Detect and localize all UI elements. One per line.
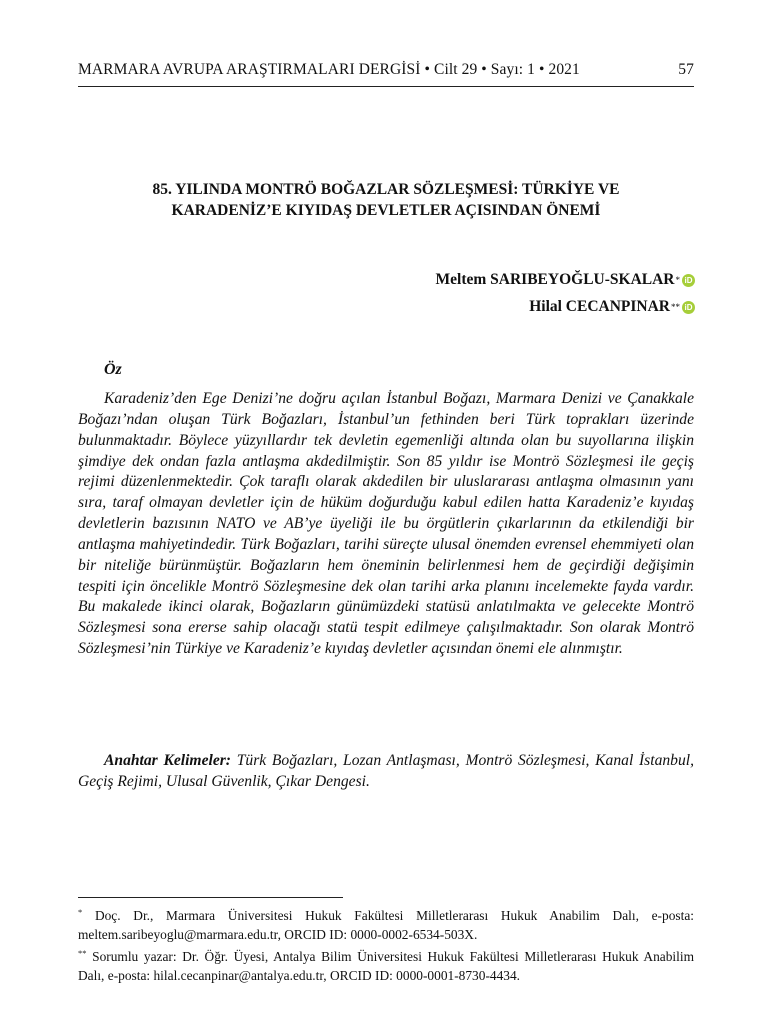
footnote-mark: **: [78, 948, 87, 958]
author-2: [529, 298, 695, 316]
footnote-rule: [78, 897, 343, 898]
page-number: 57: [678, 61, 694, 78]
article-title: [78, 179, 694, 221]
abstract-heading: Öz: [104, 361, 122, 378]
header-rule: [78, 86, 694, 87]
author-footnote-mark: *: [675, 275, 680, 285]
footnotes: [78, 903, 694, 985]
footnote-text: Sorumlu yazar: Dr. Öğr. Üyesi, Antalya Bilim Üniversitesi Hukuk Fakültesi Milletlerarası Hukuk Anabilim Dalı, e-posta: hilal.cecanpinar@antalya.edu.tr, ORCID ID: 0000-0001-8730-4434.: [78, 949, 694, 983]
orcid-icon[interactable]: iD: [682, 274, 695, 287]
keywords: [78, 751, 694, 793]
keywords-text: Türk Boğazları, Lozan Antlaşması, Montrö Sözleşmesi, Kanal İstanbul, Geçiş Rejimi, Ulusal Güvenlik, Çıkar Dengesi.: [78, 752, 695, 790]
author-name: Hilal CECANPINAR: [529, 298, 670, 315]
footnote-2: [78, 944, 694, 985]
footnote-text: Doç. Dr., Marmara Üniversitesi Hukuk Fakültesi Milletlerarası Hukuk Anabilim Dalı, e-posta: meltem.saribeyoglu@marmara.edu.tr, ORCID ID: 0000-0002-6534-503X.: [78, 908, 694, 942]
author-footnote-mark: **: [671, 302, 680, 312]
running-header: [78, 61, 694, 79]
author-1: [436, 271, 695, 289]
title-line-1: 85. YILINDA MONTRÖ BOĞAZLAR SÖZLEŞMESİ: TÜRKİYE VE: [152, 181, 620, 198]
author-name: Meltem SARIBEYOĞLU-SKALAR: [435, 271, 675, 288]
footnote-mark: *: [78, 907, 83, 917]
abstract-text: Karadeniz’den Ege Denizi’ne doğru açılan İstanbul Boğazı, Marmara Denizi ve Çanakkale Boğazı’ndan oluşan Türk Boğazları, İstanbul’un fethinden beri Türk toprakları üzerinde bulunmaktadır. Böylece yüzyıllardır tek devletin egemenliği altında olan bu suyollarına ilişkin şimdiye dek ondan fazla antlaşma akdedilmiştir. Son 85 yıldır ise Montrö Sözleşmesi ile geçiş rejimi düzenlenmektedir. Çok taraflı olarak akdedilen bir uluslararası antlaşma olmasının yanı sıra, taraf olmayan devletler için de hüküm doğurduğu kabul edilen hatta Karadeniz’e kıyıdaş devletlerin bazısının NATO ve AB’ye üyeliği ile bu örgütlerin çıkarlarının da etkilendiği bir antlaşma mahiyetindedir. Türk Boğazları, tarihi süreçte ulusal önemden evrensel ehemmiyeti olan bir niteliğe bürünmüştür. Boğazların hem öneminin belirlenmesi hem de geçirdiği değişimin tespiti için öncelikle Montrö Sözleşmesine dek olan tarihi arka planını incelemekte fayda vardır. Bu makalede ikinci olarak, Boğazların günümüzdeki statüsü anlatılmakta ve gelecekte Montrö Sözleşmesi sona ererse sahip olacağı statü tespit edilmeye çalışılmaktadır. Son olarak Montrö Sözleşmesi’nin Türkiye ve Karadeniz’e kıyıdaş devletler açısından önemi ele alınmıştır.: [78, 390, 694, 658]
orcid-icon[interactable]: iD: [682, 301, 695, 314]
title-line-2: KARADENİZ’E KIYIDAŞ DEVLETLER AÇISINDAN ÖNEMİ: [171, 202, 601, 219]
journal-info: MARMARA AVRUPA ARAŞTIRMALARI DERGİSİ • Cilt 29 • Sayı: 1 • 2021: [78, 61, 580, 78]
footnote-1: [78, 903, 694, 944]
keywords-label: Anahtar Kelimeler:: [104, 752, 232, 769]
